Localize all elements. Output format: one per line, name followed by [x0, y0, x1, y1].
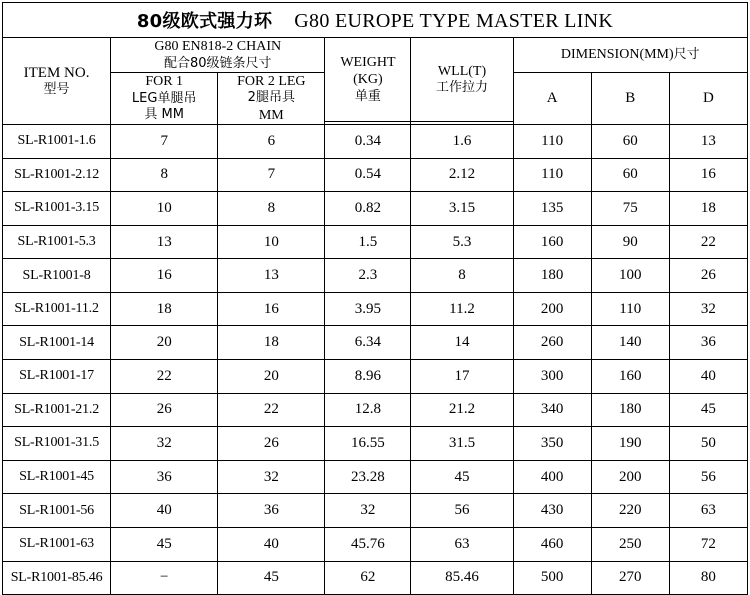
cell-item-no: SL-R1001-63	[3, 527, 111, 561]
header-dim-b: B	[591, 72, 669, 124]
cell-dim-d: 32	[669, 292, 747, 326]
cell-weight: 8.96	[325, 360, 411, 394]
cell-dim-b: 60	[591, 158, 669, 192]
table-row	[3, 158, 748, 192]
table-row	[3, 393, 748, 427]
cell-for-1-leg: 36	[111, 460, 218, 494]
table-row	[3, 360, 748, 394]
cell-dim-b: 110	[591, 292, 669, 326]
header-leg1-line2: LEG单腿吊	[131, 90, 197, 106]
cell-item-no: SL-R1001-5.3	[3, 225, 111, 259]
header-row-1	[3, 38, 748, 73]
table-row	[3, 427, 748, 461]
cell-for-2-leg: 20	[218, 360, 325, 394]
cell-item-no: SL-R1001-11.2	[3, 292, 111, 326]
table-title	[3, 3, 748, 38]
cell-wll: 45	[411, 460, 513, 494]
cell-dim-b: 100	[591, 259, 669, 293]
header-chain-line2: 配合80级链条尺寸	[163, 55, 272, 71]
cell-dim-b: 220	[591, 494, 669, 528]
cell-item-no: SL-R1001-17	[3, 360, 111, 394]
cell-weight: 0.54	[325, 158, 411, 192]
cell-wll: 17	[411, 360, 513, 394]
table-row	[3, 125, 748, 159]
cell-dim-b: 200	[591, 460, 669, 494]
cell-weight: 62	[325, 561, 411, 595]
cell-wll: 1.6	[411, 125, 513, 159]
cell-dim-a: 350	[513, 427, 591, 461]
header-leg1-line1: FOR 1	[145, 74, 184, 90]
cell-for-2-leg: 22	[218, 393, 325, 427]
cell-for-1-leg: 22	[111, 360, 218, 394]
header-weight	[325, 38, 411, 122]
header-dimension-en: DIMENSION(MM)	[560, 47, 674, 63]
cell-wll: 8	[411, 259, 513, 293]
master-link-spec-table	[2, 2, 748, 595]
cell-item-no: SL-R1001-56	[3, 494, 111, 528]
cell-weight: 1.5	[325, 225, 411, 259]
cell-weight: 32	[325, 494, 411, 528]
cell-weight: 23.28	[325, 460, 411, 494]
cell-dim-a: 340	[513, 393, 591, 427]
cell-dim-d: 56	[669, 460, 747, 494]
table-row	[3, 192, 748, 226]
header-chain-group	[111, 38, 325, 73]
cell-dim-a: 110	[513, 158, 591, 192]
cell-dim-a: 500	[513, 561, 591, 595]
cell-for-2-leg: 26	[218, 427, 325, 461]
cell-dim-d: 26	[669, 259, 747, 293]
cell-dim-d: 36	[669, 326, 747, 360]
cell-for-1-leg: 18	[111, 292, 218, 326]
cell-for-2-leg: 45	[218, 561, 325, 595]
cell-dim-a: 180	[513, 259, 591, 293]
cell-dim-a: 200	[513, 292, 591, 326]
cell-wll: 14	[411, 326, 513, 360]
header-weight-line1: WEIGHT	[340, 54, 396, 70]
cell-for-1-leg: 13	[111, 225, 218, 259]
cell-wll: 2.12	[411, 158, 513, 192]
cell-for-1-leg: 45	[111, 527, 218, 561]
cell-for-1-leg: 16	[111, 259, 218, 293]
table-header	[3, 3, 748, 125]
cell-dim-b: 75	[591, 192, 669, 226]
cell-dim-d: 13	[669, 125, 747, 159]
cell-for-1-leg: 20	[111, 326, 218, 360]
cell-dim-b: 160	[591, 360, 669, 394]
cell-weight: 6.34	[325, 326, 411, 360]
cell-for-2-leg: 10	[218, 225, 325, 259]
cell-item-no: SL-R1001-3.15	[3, 192, 111, 226]
cell-dim-d: 18	[669, 192, 747, 226]
cell-for-1-leg: 10	[111, 192, 218, 226]
cell-dim-a: 400	[513, 460, 591, 494]
cell-weight: 0.82	[325, 192, 411, 226]
table-row	[3, 561, 748, 595]
cell-dim-b: 90	[591, 225, 669, 259]
table-row	[3, 259, 748, 293]
header-leg2-line1: FOR 2 LEG	[237, 73, 306, 89]
header-weight-line2: (KG)	[353, 72, 383, 88]
cell-weight: 0.34	[325, 125, 411, 159]
cell-for-2-leg: 8	[218, 192, 325, 226]
cell-item-no: SL-R1001-8	[3, 259, 111, 293]
header-leg2-line3: MM	[258, 107, 284, 123]
cell-dim-d: 72	[669, 527, 747, 561]
cell-for-1-leg: 7	[111, 125, 218, 159]
cell-wll: 56	[411, 494, 513, 528]
table-row	[3, 527, 748, 561]
cell-for-2-leg: 16	[218, 292, 325, 326]
cell-dim-a: 135	[513, 192, 591, 226]
cell-dim-d: 40	[669, 360, 747, 394]
table-row	[3, 494, 748, 528]
cell-for-1-leg: 32	[111, 427, 218, 461]
table-row	[3, 292, 748, 326]
cell-dim-b: 180	[591, 393, 669, 427]
cell-wll: 5.3	[411, 225, 513, 259]
table-row	[3, 326, 748, 360]
cell-weight: 45.76	[325, 527, 411, 561]
header-wll-line2: 工作拉力	[436, 80, 489, 96]
cell-for-1-leg: −	[111, 561, 218, 595]
table-body	[3, 125, 748, 595]
cell-for-2-leg: 36	[218, 494, 325, 528]
cell-for-2-leg: 32	[218, 460, 325, 494]
cell-dim-d: 45	[669, 393, 747, 427]
cell-dim-d: 22	[669, 225, 747, 259]
header-item-no-cn: 型号	[43, 82, 70, 98]
cell-dim-b: 140	[591, 326, 669, 360]
cell-dim-a: 430	[513, 494, 591, 528]
cell-for-2-leg: 40	[218, 527, 325, 561]
cell-item-no: SL-R1001-2.12	[3, 158, 111, 192]
cell-wll: 85.46	[411, 561, 513, 595]
cell-wll: 21.2	[411, 393, 513, 427]
cell-wll: 11.2	[411, 292, 513, 326]
cell-for-1-leg: 8	[111, 158, 218, 192]
table-title-chinese: 80级欧式强力环	[136, 11, 273, 32]
cell-dim-a: 260	[513, 326, 591, 360]
cell-dim-a: 300	[513, 360, 591, 394]
cell-wll: 3.15	[411, 192, 513, 226]
cell-dim-d: 50	[669, 427, 747, 461]
cell-item-no: SL-R1001-85.46	[3, 561, 111, 595]
header-item-no-en: ITEM NO.	[23, 64, 90, 81]
table-title-english: G80 EUROPE TYPE MASTER LINK	[294, 10, 614, 32]
cell-dim-b: 190	[591, 427, 669, 461]
cell-item-no: SL-R1001-31.5	[3, 427, 111, 461]
cell-for-1-leg: 40	[111, 494, 218, 528]
header-chain-line1: G80 EN818-2 CHAIN	[154, 39, 282, 54]
header-dimension-cn: 尺寸	[673, 47, 700, 63]
cell-item-no: SL-R1001-1.6	[3, 125, 111, 159]
cell-item-no: SL-R1001-21.2	[3, 393, 111, 427]
cell-weight: 2.3	[325, 259, 411, 293]
cell-dim-d: 63	[669, 494, 747, 528]
cell-dim-b: 270	[591, 561, 669, 595]
cell-for-2-leg: 18	[218, 326, 325, 360]
header-weight-line3: 单重	[354, 88, 381, 104]
header-wll-line1: WLL(T)	[437, 63, 487, 79]
cell-wll: 63	[411, 527, 513, 561]
cell-for-1-leg: 26	[111, 393, 218, 427]
header-dimension-group	[513, 38, 747, 73]
cell-item-no: SL-R1001-14	[3, 326, 111, 360]
cell-weight: 12.8	[325, 393, 411, 427]
header-wll	[411, 38, 513, 122]
cell-item-no: SL-R1001-45	[3, 460, 111, 494]
cell-wll: 31.5	[411, 427, 513, 461]
cell-weight: 3.95	[325, 292, 411, 326]
header-leg1	[111, 72, 218, 124]
header-item-no	[3, 38, 111, 125]
cell-dim-a: 110	[513, 125, 591, 159]
header-dim-a: A	[513, 72, 591, 124]
cell-dim-a: 460	[513, 527, 591, 561]
header-leg2-line2: 2腿吊具	[247, 90, 295, 106]
cell-dim-d: 80	[669, 561, 747, 595]
cell-for-2-leg: 7	[218, 158, 325, 192]
header-leg2	[218, 72, 325, 124]
cell-for-2-leg: 6	[218, 125, 325, 159]
cell-dim-b: 60	[591, 125, 669, 159]
cell-for-2-leg: 13	[218, 259, 325, 293]
table-row	[3, 460, 748, 494]
cell-dim-b: 250	[591, 527, 669, 561]
cell-dim-d: 16	[669, 158, 747, 192]
header-leg1-line3: 具 MM	[144, 107, 184, 123]
table-row	[3, 225, 748, 259]
cell-dim-a: 160	[513, 225, 591, 259]
cell-weight: 16.55	[325, 427, 411, 461]
title-row	[3, 3, 748, 38]
header-dim-d: D	[669, 72, 747, 124]
